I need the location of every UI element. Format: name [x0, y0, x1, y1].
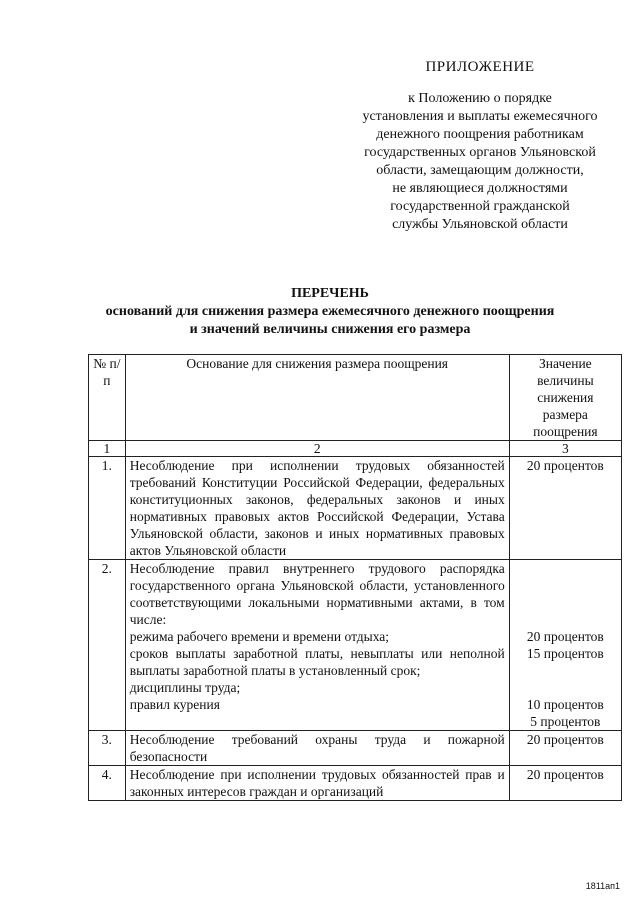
- appendix-line: денежного поощрения работникам: [376, 127, 584, 142]
- sub-value: 20 процентов: [526, 629, 604, 644]
- title-line: ПЕРЕЧЕНЬ: [291, 286, 369, 301]
- index-cell: 3: [509, 441, 621, 457]
- row-num: 2.: [89, 560, 126, 731]
- appendix-line: к Положению о порядке: [408, 91, 552, 106]
- row-value: 20 процентов: [509, 766, 621, 801]
- sub-item: дисциплины труда;: [129, 680, 241, 695]
- row-num: 1.: [89, 457, 126, 560]
- row-num: 4.: [89, 766, 126, 801]
- header-num: № п/п: [89, 355, 126, 441]
- appendix-line: службы Ульяновской области: [392, 217, 568, 232]
- index-cell: 2: [125, 441, 509, 457]
- row-basis: [125, 560, 509, 731]
- title-line: оснований для снижения размера ежемесячного денежного поощрения: [105, 304, 555, 319]
- sub-item: правил курения: [129, 697, 220, 712]
- header-value: Значение величины снижения размера поощрения: [509, 355, 621, 441]
- appendix-heading: ПРИЛОЖЕНИЕ: [425, 59, 535, 75]
- header-basis: Основание для снижения размера поощрения: [125, 355, 509, 441]
- row-basis: Несоблюдение при исполнении трудовых обязанностей прав и законных интересов граждан и организаций: [125, 766, 509, 801]
- table-row: [89, 560, 622, 731]
- table-row: [89, 766, 622, 801]
- title-line: и значений величины снижения его размера: [189, 322, 471, 337]
- appendix-line: государственной гражданской: [390, 199, 570, 214]
- table-header-row: [89, 355, 622, 441]
- document-code: 1811ап1: [585, 881, 620, 891]
- table-index-row: [89, 441, 622, 457]
- row-value: 20 процентов: [509, 731, 621, 766]
- reasons-table: [88, 354, 622, 801]
- sub-item: режима рабочего времени и времени отдыха;: [129, 629, 390, 644]
- sub-value: 5 процентов: [530, 714, 601, 729]
- appendix-block: [330, 58, 630, 234]
- row-value: 20 процентов: [509, 457, 621, 560]
- appendix-line: не являющиеся должностями: [392, 181, 568, 196]
- sub-value: 15 процентов: [526, 646, 604, 661]
- appendix-line: государственных органов Ульяновской: [364, 145, 596, 160]
- sub-value: 10 процентов: [526, 697, 604, 712]
- table-row: [89, 731, 622, 766]
- appendix-line: установления и выплаты ежемесячного: [362, 109, 598, 124]
- table-row: [89, 457, 622, 560]
- document-title: [20, 285, 640, 339]
- row-basis: Несоблюдение требований охраны труда и пожарной безопасности: [125, 731, 509, 766]
- sub-item: сроков выплаты заработной платы, невыплаты или неполной выплаты заработной платы в установленный срок;: [129, 646, 505, 678]
- row-num: 3.: [89, 731, 126, 766]
- row-value: [509, 560, 621, 731]
- appendix-line: области, замещающим должности,: [376, 163, 584, 178]
- row-intro: Несоблюдение правил внутреннего трудового распорядка государственного органа Ульяновской области, установленного соответствующими локальными нормативными актами, в том числе:: [129, 561, 505, 627]
- row-basis: Несоблюдение при исполнении трудовых обязанностей требований Конституции Российской Федерации, федеральных конституционных законов, федеральных законов и иных нормативных правовых актов Российской Федерации, Устава Ульяновской области, законов и иных нормативных правовых актов Ульяновской области: [125, 457, 509, 560]
- index-cell: 1: [89, 441, 126, 457]
